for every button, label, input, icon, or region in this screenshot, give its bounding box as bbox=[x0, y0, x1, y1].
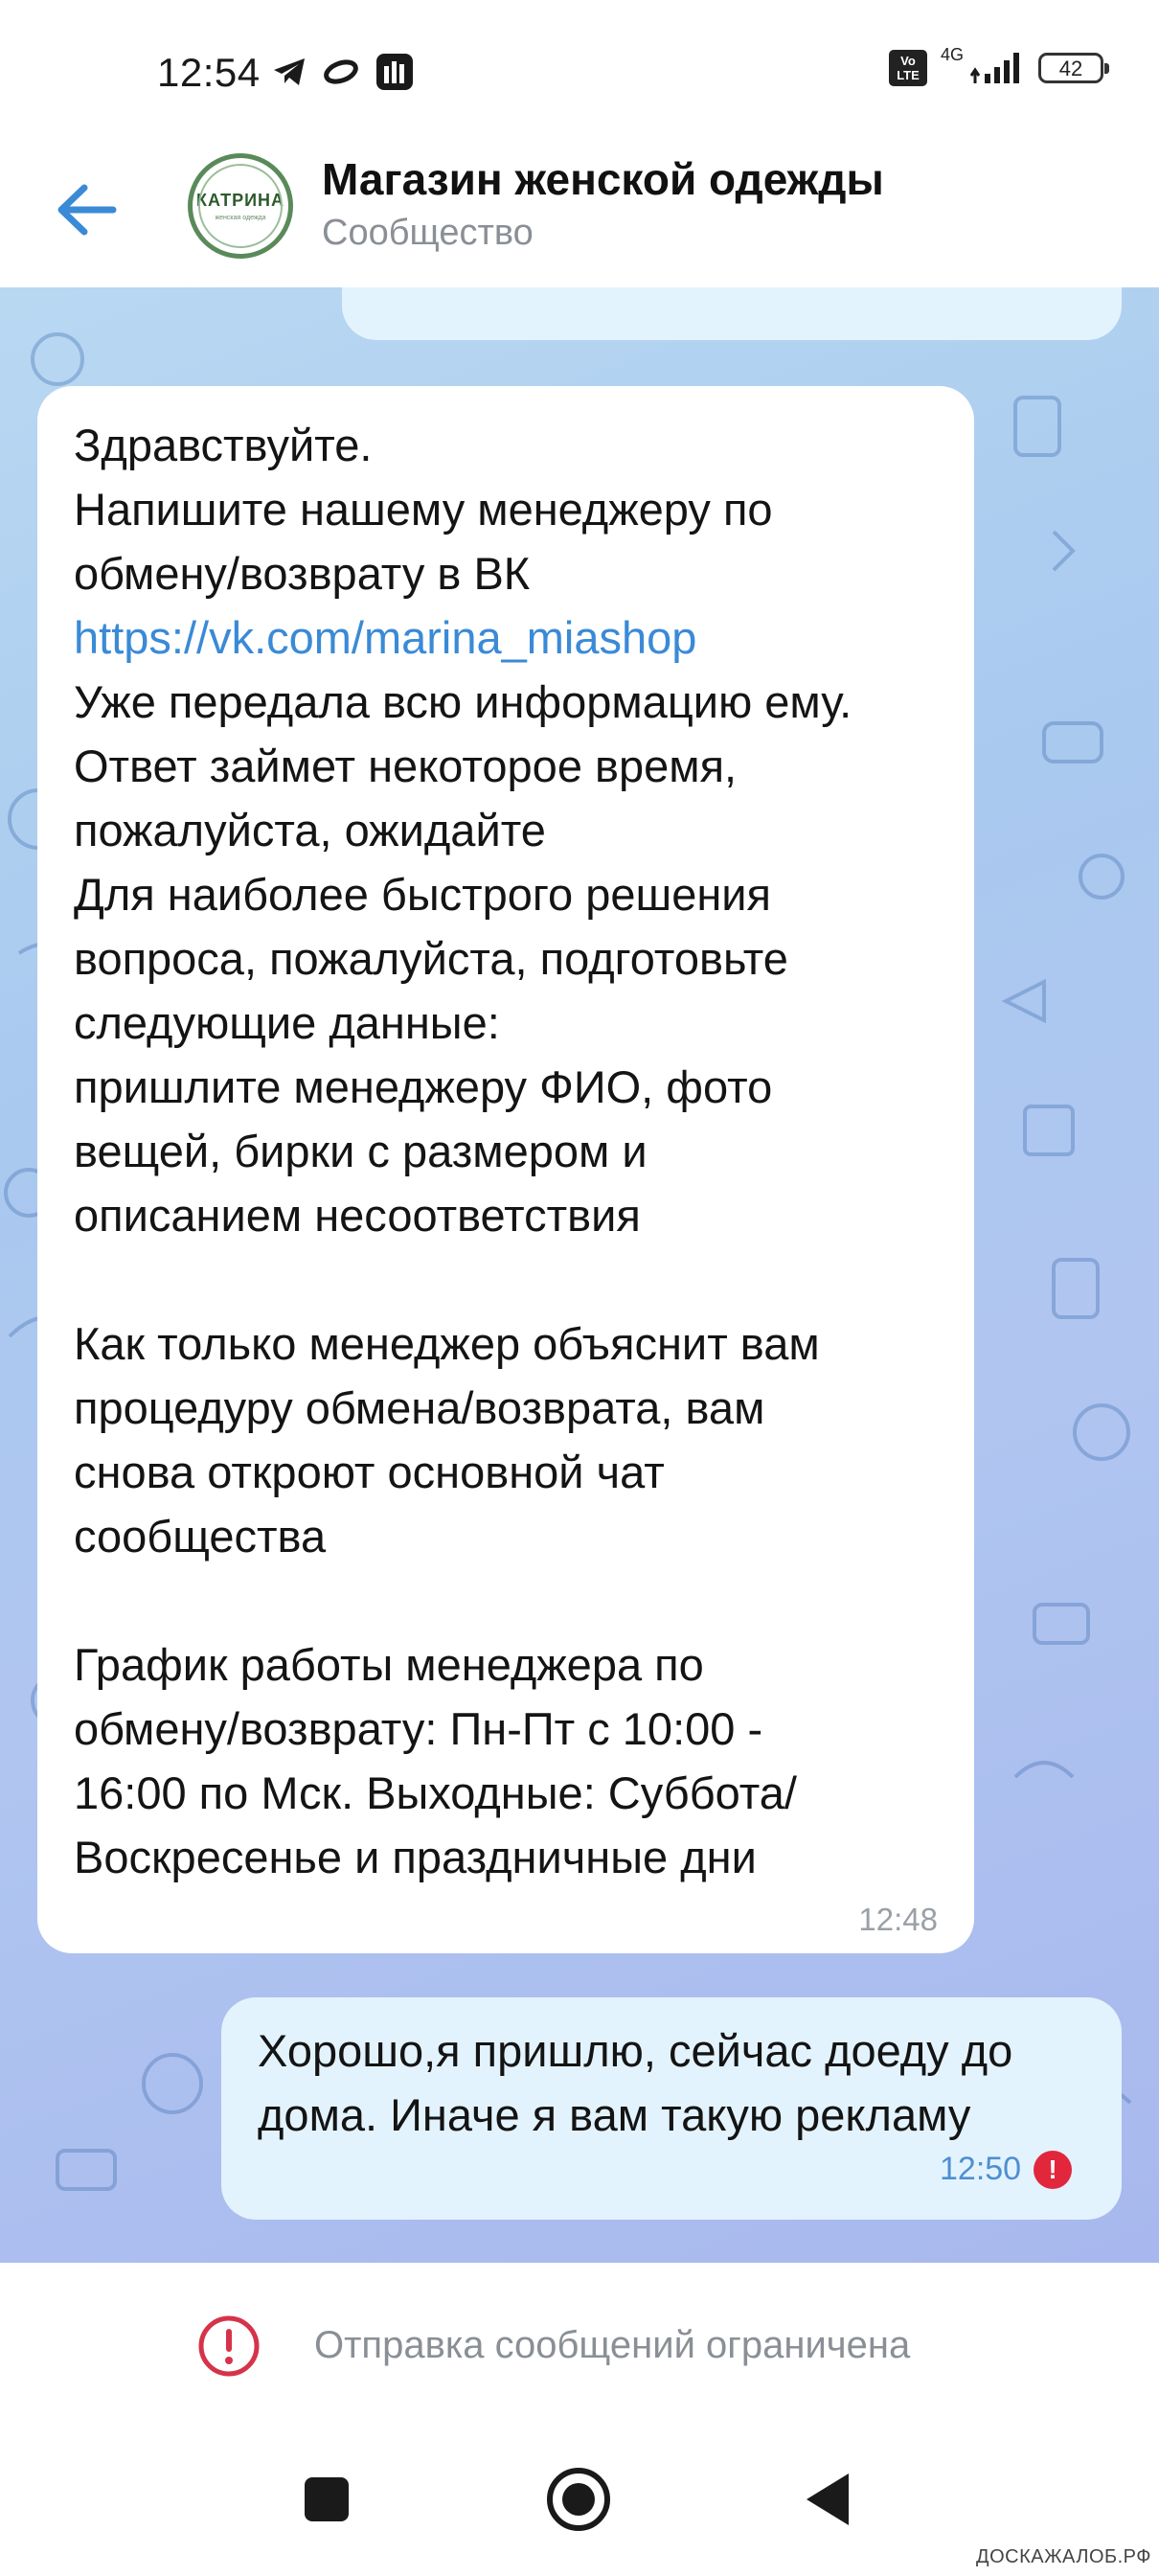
app-icon bbox=[375, 53, 414, 91]
message-line: Напишите нашему менеджеру по bbox=[74, 484, 773, 535]
volte-icon: Vo LTE bbox=[889, 50, 927, 86]
message-link[interactable]: https://vk.com/marina_miashop bbox=[74, 612, 697, 663]
message-time: 12:50 bbox=[940, 2151, 1022, 2187]
message-line: 16:00 по Мск. Выходные: Суббота/ bbox=[74, 1767, 797, 1818]
message-line: вещей, бирки с размером и bbox=[74, 1126, 648, 1176]
status-system-icons bbox=[889, 44, 1103, 86]
infinity-icon bbox=[322, 58, 360, 85]
message-line: сообщества bbox=[74, 1511, 327, 1562]
message-body bbox=[74, 413, 852, 1889]
avatar-logo-subtext: женская одежда bbox=[215, 215, 266, 221]
message-time: 12:48 bbox=[858, 1902, 938, 1937]
status-bar bbox=[0, 0, 1159, 144]
avatar-ring bbox=[195, 164, 285, 248]
message-line: пожалуйста, ожидайте bbox=[74, 805, 546, 855]
signal-icon bbox=[969, 51, 1025, 85]
message-line bbox=[74, 1247, 852, 1311]
status-notification-icons bbox=[272, 53, 414, 91]
incoming-message-bubble[interactable] bbox=[37, 386, 974, 1953]
network-type: 4G bbox=[940, 44, 964, 64]
send-error-icon[interactable]: ! bbox=[1034, 2151, 1072, 2189]
message-line: Для наиболее быстрого решения bbox=[74, 869, 771, 920]
chat-title[interactable]: Магазин женской одежды bbox=[322, 154, 884, 204]
message-line: вопроса, пожалуйста, подготовьте bbox=[74, 933, 788, 984]
avatar[interactable] bbox=[188, 153, 293, 259]
warning-circle-icon bbox=[197, 2314, 261, 2378]
system-nav-bar bbox=[0, 2426, 1159, 2576]
chat-subtitle: Сообщество bbox=[322, 213, 534, 253]
message-line: обмену/возврату в ВК bbox=[74, 548, 531, 599]
back-arrow-icon[interactable] bbox=[50, 172, 125, 247]
message-line: следующие данные: bbox=[74, 997, 500, 1048]
status-time: 12:54 bbox=[157, 50, 261, 95]
battery-icon: 42 bbox=[1038, 53, 1103, 83]
message-line: снова откроют основной чат bbox=[74, 1447, 665, 1497]
message-line: пришлите менеджеру ФИО, фото bbox=[74, 1061, 773, 1112]
message-line: График работы менеджера по bbox=[74, 1639, 704, 1690]
recents-button[interactable] bbox=[305, 2477, 349, 2521]
system-back-button[interactable] bbox=[807, 2473, 849, 2525]
chat-area[interactable] bbox=[0, 283, 1159, 2263]
previous-message-bubble[interactable] bbox=[342, 283, 1122, 340]
restriction-text: Отправка сообщений ограничена bbox=[314, 2324, 911, 2366]
message-line: Воскресенье и праздничные дни bbox=[74, 1832, 757, 1882]
message-line: описанием несоответствия bbox=[74, 1190, 641, 1241]
outgoing-message-bubble[interactable] bbox=[221, 1997, 1122, 2220]
message-line: Здравствуйте. bbox=[74, 420, 373, 470]
chat-header bbox=[0, 144, 1159, 287]
telegram-icon bbox=[272, 57, 307, 87]
message-line: Хорошо,я пришлю, сейчас доеду до bbox=[258, 2025, 1013, 2076]
message-line: процедуру обмена/возврата, вам bbox=[74, 1382, 765, 1433]
messaging-restricted-bar bbox=[0, 2263, 1159, 2426]
message-line: Уже передала всю информацию ему. bbox=[74, 676, 852, 727]
message-line: обмену/возврату: Пн-Пт с 10:00 - bbox=[74, 1703, 763, 1754]
message-line: Ответ займет некоторое время, bbox=[74, 741, 738, 791]
message-body bbox=[258, 2018, 1012, 2147]
message-line bbox=[74, 1568, 852, 1632]
watermark: ДОСКАЖАЛОБ.РФ bbox=[976, 2546, 1151, 2567]
message-line: дома. Иначе я вам такую рекламу bbox=[258, 2089, 971, 2140]
message-line: Как только менеджер объяснит вам bbox=[74, 1318, 820, 1369]
avatar-logo-text: КАТРИНА bbox=[195, 191, 285, 210]
home-button[interactable] bbox=[547, 2468, 610, 2531]
